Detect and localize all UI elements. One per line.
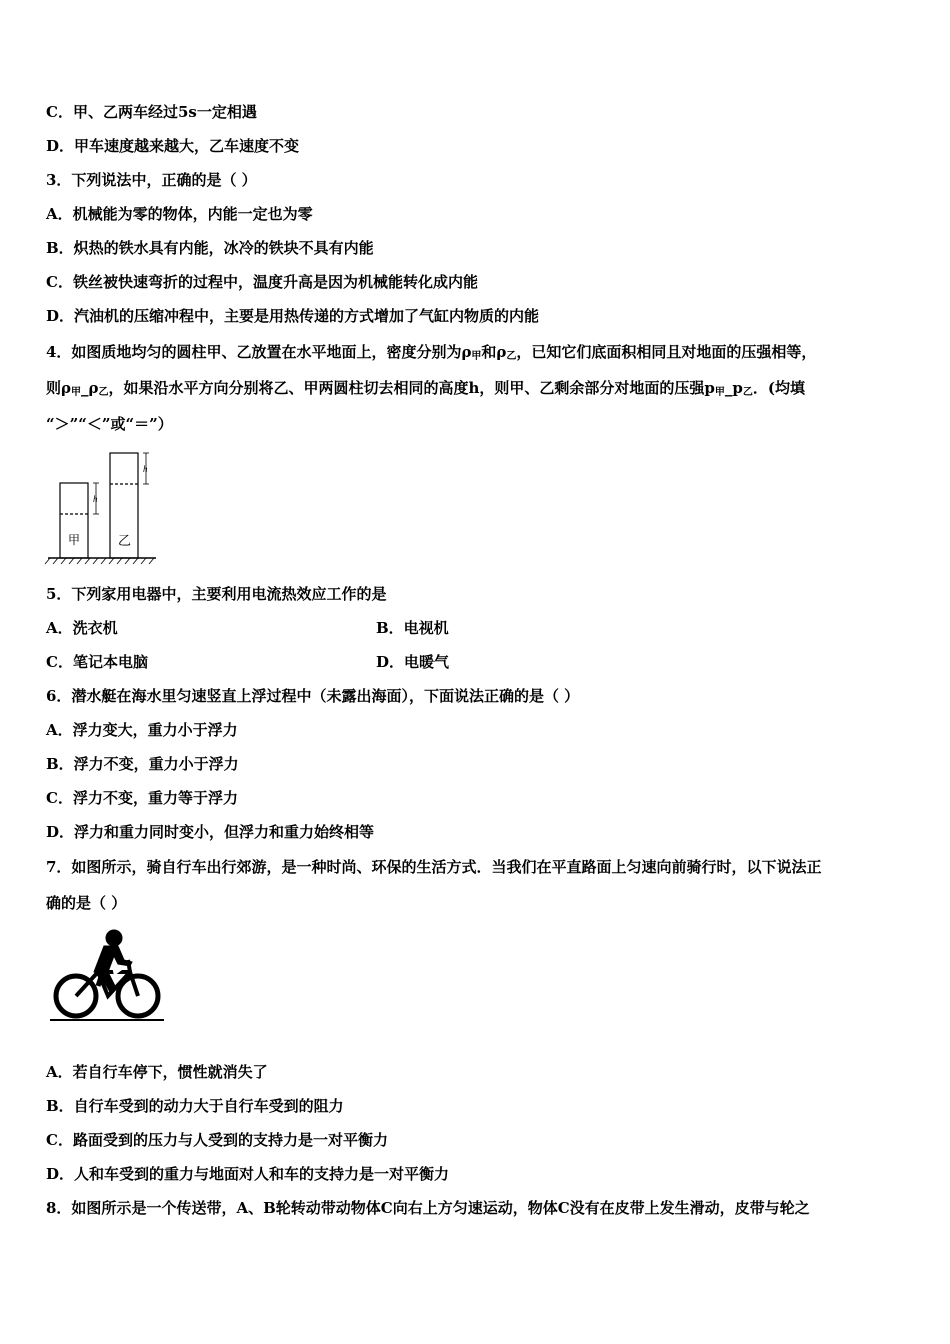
q6-option-b: B．浮力不变，重力小于浮力 xyxy=(46,755,239,773)
q4-text-8: ．(均填 xyxy=(752,379,805,397)
q4-sub-jia-3: 甲 xyxy=(714,387,725,398)
question-7-stem-line2: 确的是（ ） xyxy=(46,894,127,912)
q5-option-c: C．笔记本电脑 xyxy=(46,653,148,671)
q4-sub-yi: 乙 xyxy=(506,351,517,362)
q4-sub-yi-3: 乙 xyxy=(742,387,753,398)
q7-option-d: D．人和车受到的重力与地面对人和车的支持力是一对平衡力 xyxy=(46,1165,450,1183)
q7-option-b: B．自行车受到的动力大于自行车受到的阻力 xyxy=(46,1097,344,1115)
q5-option-a: A．洗衣机 xyxy=(46,619,118,637)
label-h-jia: h xyxy=(93,494,98,504)
q3-option-c: C．铁丝被快速弯折的过程中，温度升高是因为机械能转化成内能 xyxy=(46,273,478,291)
question-5-stem: 5．下列家用电器中，主要利用电流热效应工作的是 xyxy=(46,585,387,603)
q4-sub-yi-2: 乙 xyxy=(98,387,109,398)
question-4-stem-line1 xyxy=(46,342,816,367)
q3-option-b: B．炽热的铁水具有内能，冰冷的铁块不具有内能 xyxy=(46,239,374,257)
label-yi: 乙 xyxy=(118,534,132,549)
q6-option-c: C．浮力不变，重力等于浮力 xyxy=(46,789,238,807)
question-7-stem-line1: 7．如图所示，骑自行车出行郊游，是一种时尚、环保的生活方式．当我们在平直路面上匀速向前骑行时，以下说法正 xyxy=(46,858,822,876)
q7-option-c: C．路面受到的压力与人受到的支持力是一对平衡力 xyxy=(46,1131,388,1149)
question-3-stem: 3．下列说法中，正确的是（ ） xyxy=(46,171,257,189)
q4-text-4: 则ρ xyxy=(46,379,71,397)
bicycle-rider-figure xyxy=(48,926,166,1026)
q4-text-3: ，已知它们底面积相同且对地面的压强相等， xyxy=(516,343,817,361)
q4-sub-jia-2: 甲 xyxy=(70,387,81,398)
q4-text-6: ，如果沿水平方向分别将乙、甲两圆柱切去相同的高度h，则甲、乙剩余部分对地面的压强p xyxy=(108,379,715,397)
question-8-stem: 8．如图所示是一个传送带，A、B轮转动带动物体C向右上方匀速运动，物体C没有在皮带上发生滑动，皮带与轮之 xyxy=(46,1199,810,1217)
question-4-stem-line2 xyxy=(46,378,805,403)
label-jia: 甲 xyxy=(68,533,81,547)
cylinders-figure xyxy=(44,448,166,566)
line-q2-option-c: C．甲、乙两车经过5s一定相遇 xyxy=(46,103,257,121)
q4-text-2: 和ρ xyxy=(481,343,507,361)
q5-option-b: B．电视机 xyxy=(376,619,449,637)
q6-option-d: D．浮力和重力同时变小，但浮力和重力始终相等 xyxy=(46,823,375,841)
q4-sub-jia: 甲 xyxy=(471,351,482,362)
q4-text-5: _ρ xyxy=(80,379,99,397)
q5-option-d: D．电暖气 xyxy=(376,653,450,671)
line-q2-option-d: D．甲车速度越来越大，乙车速度不变 xyxy=(46,137,300,155)
question-4-stem-line3: “＞”“＜”或“＝”） xyxy=(46,415,173,433)
q6-option-a: A．浮力变大，重力小于浮力 xyxy=(46,721,238,739)
q7-option-a: A．若自行车停下，惯性就消失了 xyxy=(46,1063,268,1081)
q3-option-d: D．汽油机的压缩冲程中，主要是用热传递的方式增加了气缸内物质的内能 xyxy=(46,307,540,325)
q4-text-1: 4．如图质地均匀的圆柱甲、乙放置在水平地面上，密度分别为ρ xyxy=(46,343,472,361)
q4-text-7: _p xyxy=(724,379,743,397)
question-6-stem: 6．潜水艇在海水里匀速竖直上浮过程中（未露出海面），下面说法正确的是（ ） xyxy=(46,687,580,705)
q3-option-a: A．机械能为零的物体，内能一定也为零 xyxy=(46,205,313,223)
label-h-yi: h xyxy=(143,464,148,474)
